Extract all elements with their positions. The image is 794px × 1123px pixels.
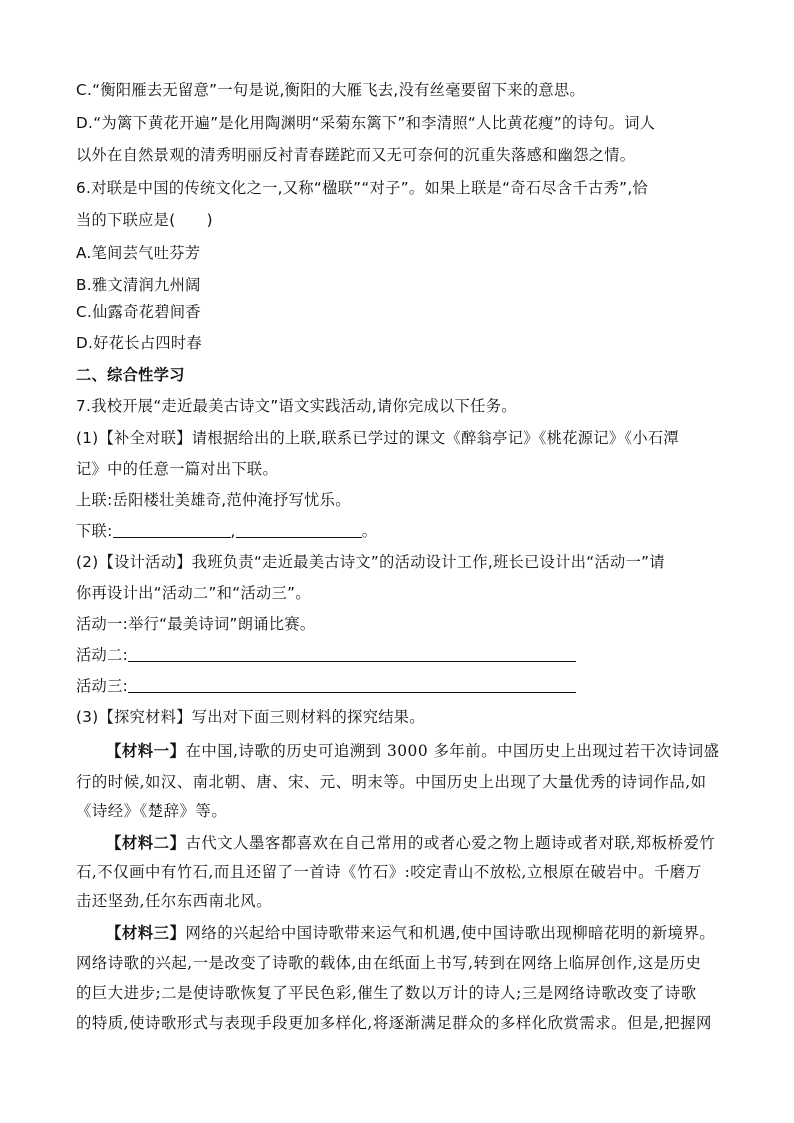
upper-couplet: 上联:岳阳楼壮美雄奇,范仲淹抒写忧乐。 [76,491,351,509]
lower-couplet-row [76,521,377,541]
activity-3-row [76,676,576,696]
material-1-line-1 [106,741,720,761]
activity-2-row [76,645,576,665]
option-d-line-2: 以外在自然景观的清秀明丽反衬青春蹉跎而又无可奈何的沉重失落感和幽怨之情。 [76,146,636,164]
task-2-line-1: (2)【设计活动】我班负责“走近最美古诗文”的活动设计工作,班长已设计出“活动一”请 [76,553,665,571]
q6-option-a: A.笔间芸气吐芬芳 [76,244,201,262]
question-6-line-1: 6.对联是中国的传统文化之一,又称“楹联”“对子”。如果上联是“奇石尽含千古秀”,恰 [76,179,649,197]
material-2-line-2: 石,不仅画中有竹石,而且还留了一首诗《竹石》:咬定青山不放松,立根原在破岩中。千磨万 [76,863,702,881]
material-2-line-1 [106,833,715,853]
material-1-tag: 【材料一】 [106,742,186,760]
material-2-text-1: 古代文人墨客都喜欢在自己常用的或者心爱之物上题诗或者对联,郑板桥爱竹 [185,834,716,852]
option-c: C.“衡阳雁去无留意”一句是说,衡阳的大雁飞去,没有丝毫要留下来的意思。 [76,81,586,99]
activity-2-blank[interactable] [128,646,576,662]
material-2-line-3: 击还坚劲,任尔东西南北风。 [76,892,273,910]
activity-3-blank[interactable] [128,677,576,693]
section-heading: 二、综合性学习 [76,366,185,384]
lower-couplet-comma: , [230,522,236,540]
activity-2-label: 活动二: [76,646,129,664]
material-3-text-1: 网络的兴起给中国诗歌带来运气和机遇,使中国诗歌出现柳暗花明的新境界。 [185,924,716,942]
material-3-tag: 【材料三】 [106,924,186,942]
lower-couplet-blank-1[interactable] [113,522,231,538]
material-3-line-4: 的特质,使诗歌形式与表现手段更加多样化,将逐渐满足群众的多样化欣赏需求。但是,把握网 [76,1014,712,1032]
activity-3-label: 活动三: [76,677,129,695]
material-3-line-3: 的巨大进步;二是使诗歌恢复了平民色彩,催生了数以万计的诗人;三是网络诗歌改变了诗歌 [76,984,697,1002]
lower-couplet-end: 。 [361,522,378,540]
task-1-line-1: (1)【补全对联】请根据给出的上联,联系已学过的课文《醉翁亭记》《桃花源记》《小石潭 [76,429,679,447]
material-1-line-3: 《诗经》《楚辞》等。 [76,802,228,820]
material-2-tag: 【材料二】 [106,834,186,852]
option-d-line-1: D.“为篱下黄花开遍”是化用陶渊明“采菊东篱下”和李清照“人比黄花瘦”的诗句。词人 [76,114,656,132]
q6-option-c: C.仙露奇花碧间香 [76,303,201,321]
lower-couplet-label: 下联: [76,522,113,540]
activity-1: 活动一:举行“最美诗词”朗诵比赛。 [76,615,316,633]
q6-option-b: B.雅文清润九州阔 [76,276,201,294]
question-6-line-2: 当的下联应是( ) [76,211,213,229]
question-7-intro: 7.我校开展“走近最美古诗文”语文实践活动,请你完成以下任务。 [76,397,517,415]
material-3-line-2: 网络诗歌的兴起,一是改变了诗歌的载体,由在纸面上书写,转到在网络上临屏创作,这是历史 [76,954,702,972]
material-1-text-1: 在中国,诗歌的历史可追溯到 3000 多年前。中国历史上出现过若干次诗词盛 [185,742,720,760]
task-3-heading: (3)【探究材料】写出对下面三则材料的探究结果。 [76,708,425,726]
material-3-line-1 [106,923,715,943]
task-2-line-2: 你再设计出“活动二”和“活动三”。 [76,584,311,602]
q6-option-d: D.好花长占四时春 [76,334,202,352]
task-1-line-2: 记》中的任意一篇对出下联。 [76,460,278,478]
lower-couplet-blank-2[interactable] [236,522,362,538]
material-1-line-2: 行的时候,如汉、南北朝、唐、宋、元、明末等。中国历史上出现了大量优秀的诗词作品,如 [76,773,707,791]
